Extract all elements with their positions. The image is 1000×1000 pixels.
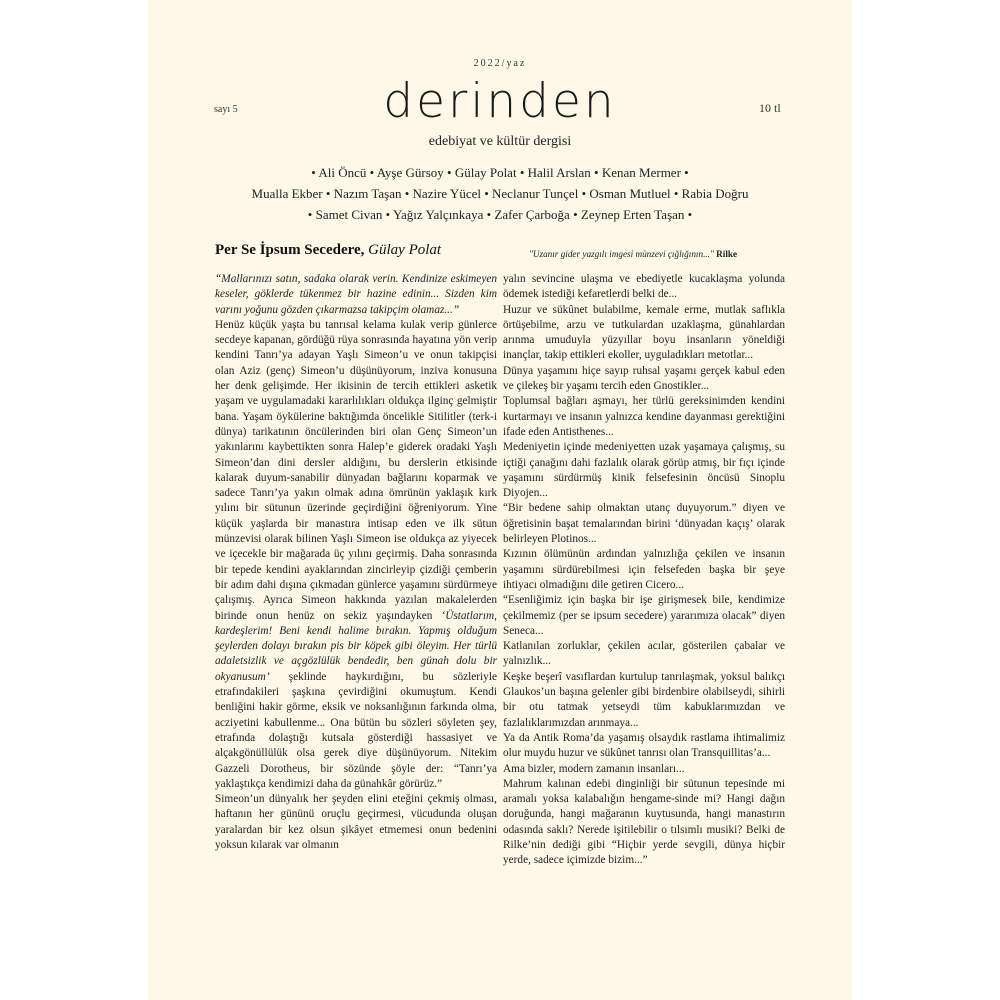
price: 10 tl <box>759 101 781 115</box>
paragraph: “Bir bedene sahip olmaktan utanç duyuyorum.” diyen ve öğretisinin başat temalarından birini ‘dünyadan kaçış’ olarak belirleyen Plotinos... <box>503 502 785 546</box>
article-column-left <box>215 272 497 853</box>
epigraph-source: Rilke <box>716 249 738 259</box>
paragraph: Medeniyetin içinde medeniyetten uzak yaşamaya çalışmış, su içtiği çanağını dahi fazlalık olarak görüp atmış, bir fıçı içinde yaşamını sürdürmüş kinik felsefesinin öncüsü Sinoplu Diyojen... <box>503 441 785 500</box>
paragraph: Ama bizler, modern zamanın insanları... <box>503 762 685 775</box>
paragraph: Simeon’un dünyalık her şeyden elini eteğini çekmiş olması, haftanın her gününü oruçlu geçirmesi, vücudunda oluşan yaralardan bir kez olsun şikâyet etmemesi onun bedenini yoksun kılarak var olmanın <box>215 793 497 851</box>
article-column-right <box>503 272 785 869</box>
paragraph: Kızının ölümünün ardından yalnızlığa çekilen ve insanın yaşamını sürdürebilmesi için felsefeden başka bir şeye ihtiyacı olmadığını dile getiren Cicero... <box>503 548 785 591</box>
epigraph <box>529 249 737 259</box>
paragraph: “Esenliğimiz için başka bir işe girişmesek bile, kendimize çekilmemiz (per se ipsum secedere) yararımıza olacak” diyen Seneca... <box>503 594 785 637</box>
contributors-line: Mualla Ekber • Nazım Taşan • Nazire Yücel • Neclanur Tunçel • Osman Mutluel • Rabia Doğru <box>251 186 749 201</box>
article-author: Gülay Polat <box>368 242 442 258</box>
paragraph-quote: ‘Üstatlarım, kardeşlerim! Beni kendi halime bırakın. Yapmış olduğum şeylerden dolayı bırakın pis bir köpek gibi öleyim. Her türlü adaletsizlik ve açgözlülük bendedir, ben günah dolu bir okyanusum’ <box>215 609 497 683</box>
paragraph: Mahrum kalınan edebi dinginliği bir sütunun tepesinde mi aramalı yoksa kalabalığın hengame-sinde mi? Hangi dağın doruğunda, hangi mağaranın kuytusunda, hangi manastırın odasında saklı? Nerede işitilebilir o tılsımlı musiki? Belki de Rilke’nin dediği gibi “Hiçbir yerde sevgili, dünya hiçbir yerde, sadece içimizde bizim...” <box>503 777 785 867</box>
paragraph: yalın sevincine ulaşma ve ebediyetle kucaklaşma yolunda ödemek istediği kefaretlerdi belki de... <box>503 273 785 301</box>
paragraph: Huzur ve sükûnet bulabilme, kemale erme, mutlak saflıkla örtüşebilme, arzu ve tutkulardan uzaklaşma, günahlardan arınma umuduyla yüzyıllar boyu insanların yöneldiği inançlar, takip ettikleri ekoller, uyguladıkları metotlar... <box>503 303 785 362</box>
paragraph: Katlanılan zorluklar, çekilen acılar, gösterilen çabalar ve yalnızlık... <box>503 640 785 668</box>
paragraph: Ya da Antik Roma’da yaşamış olsaydık rastlama ihtimalimiz olur muydu huzur ve sükûnet tanrısı olan Transquillitas’a... <box>503 731 785 760</box>
paragraph: “Mallarınızı satın, sadaka olarak verin. Kendinize eskimeyen keseler, göklerde tükenmez bir hazine edinin... Sizden kim varını yoğunu gözden çıkarmazsa takipçim olamaz...” <box>215 273 497 316</box>
article-heading <box>215 242 441 259</box>
magazine-title: derinden <box>383 74 617 129</box>
paragraph: Henüz küçük yaşta bu tanrısal kelama kulak verip günlerce secdeye kapanan, gördüğü rüya sonrasında hayatına yön verip kendini Tanrı’ya adayan Yaşlı Simeon’u ve onun takipçisi olan Aziz (genç) Simeon’u düşünüyorum, inziva konusuna her denk gelişimde. Her ikisinin de tercih ettikleri asketik yaşam ve uygulamadaki kararlılıkları oldukça ilginç gelmiştir bana. Yaşam öykülerine baktığımda öncelikle Sitilitler (terk-i dünya) tarikatının öncülerinden biri olan Genç Simeon’un yakınlarını kaybettikten sonra Halep’e giderek oradaki Yaşlı Simeon’dan dini dersler aldığını, bu derslerin etkisinde kalarak duyum-sanabilir dünyadan bağlarını koparmak ve sadece Tanrı’ya yakın olmak adına ömrünün yaklaşık kırk yılını bir sütunun üzerinde geçirdiğini öğreniyorum. Yine küçük yaşlarda bir manastıra intisap eden ve ilk sütun münzevisi olarak bilinen Yaşlı Simeon ise oldukça az yiyecek ve içecekle bir mağarada üç yılını geçirmiş. Daha sonrasında bir tepede kendini ayaklarından zincirleyip çizdiği çemberin bir adım dahi dışına çıkmadan günlerce yaşamını sürdürmeye çalışmış. Ayrıca Simeon hakkında yazılan makalelerden birinde onun henüz on sekiz yaşındayken ‘Üstatlarım, kardeşlerim! Beni kendi halime bırakın. Yapmış olduğum şeylerden dolayı bırakın pis bir köpek gibi öleyim. Her türlü adaletsizlik ve açgözlülük bendedir, ben günah dolu bir okyanusum’ şeklinde haykırdığını, bu sözleriyle etrafındakileri şaşkına çevirdiğini okumuştum. Kendi benliğini hakir görme, eksik ve noksanlığının farkında olma, acziyetini kabullenme... Ona bütün bu sözleri söyleten şey, etrafında dolaştığı kutsala gösterdiği hassasiyet ve alçakgönüllülük olsa gerek diye düşünüyorum. Nitekim Gazzeli Dorotheus, bir sözünde şöyle der: “Tanrı’ya yaklaştıkça kendimizi daha da günahkâr görürüz.” <box>215 318 497 790</box>
article-title: Per Se İpsum Secedere, <box>215 242 365 258</box>
contributors-line: • Samet Civan • Yağız Yalçınkaya • Zafer Çarboğa • Zeynep Erten Taşan • <box>307 207 693 222</box>
epigraph-quote: "Uzanır gider yazgılı imgesi münzevi çığlığının..." <box>529 249 714 259</box>
paragraph: Dünya yaşamını hiçe sayıp ruhsal yaşamı gerçek kabul eden ve çilekeş bir yaşamı tercih eden Gnostikler... <box>503 364 785 393</box>
paragraph: Keşke beşerî vasıflardan kurtulup tanrılaşmak, yoksul balıkçı Glaukos’un başına gelenler gibi birdenbire olabilseydi, sihirli bir otu tatmak yetseydi tüm kabuklarımızdan ve fazlalıklarımızdan arınmaya... <box>503 670 785 729</box>
issue-number: sayı 5 <box>214 104 238 115</box>
contributors-line: • Ali Öncü • Ayşe Gürsoy • Gülay Polat • Halil Arslan • Kenan Mermer • <box>311 165 689 180</box>
issue-date: 2022/yaz <box>473 58 527 69</box>
magazine-page <box>148 0 852 1000</box>
magazine-subtitle: edebiyat ve kültür dergisi <box>428 134 572 149</box>
paragraph: Toplumsal bağları aşmayı, her türlü gereksinimden kendini kurtarmayı ve insanın yalnızca kendine dayanması gerektiğini ifade eden Antisthenes... <box>503 395 785 438</box>
